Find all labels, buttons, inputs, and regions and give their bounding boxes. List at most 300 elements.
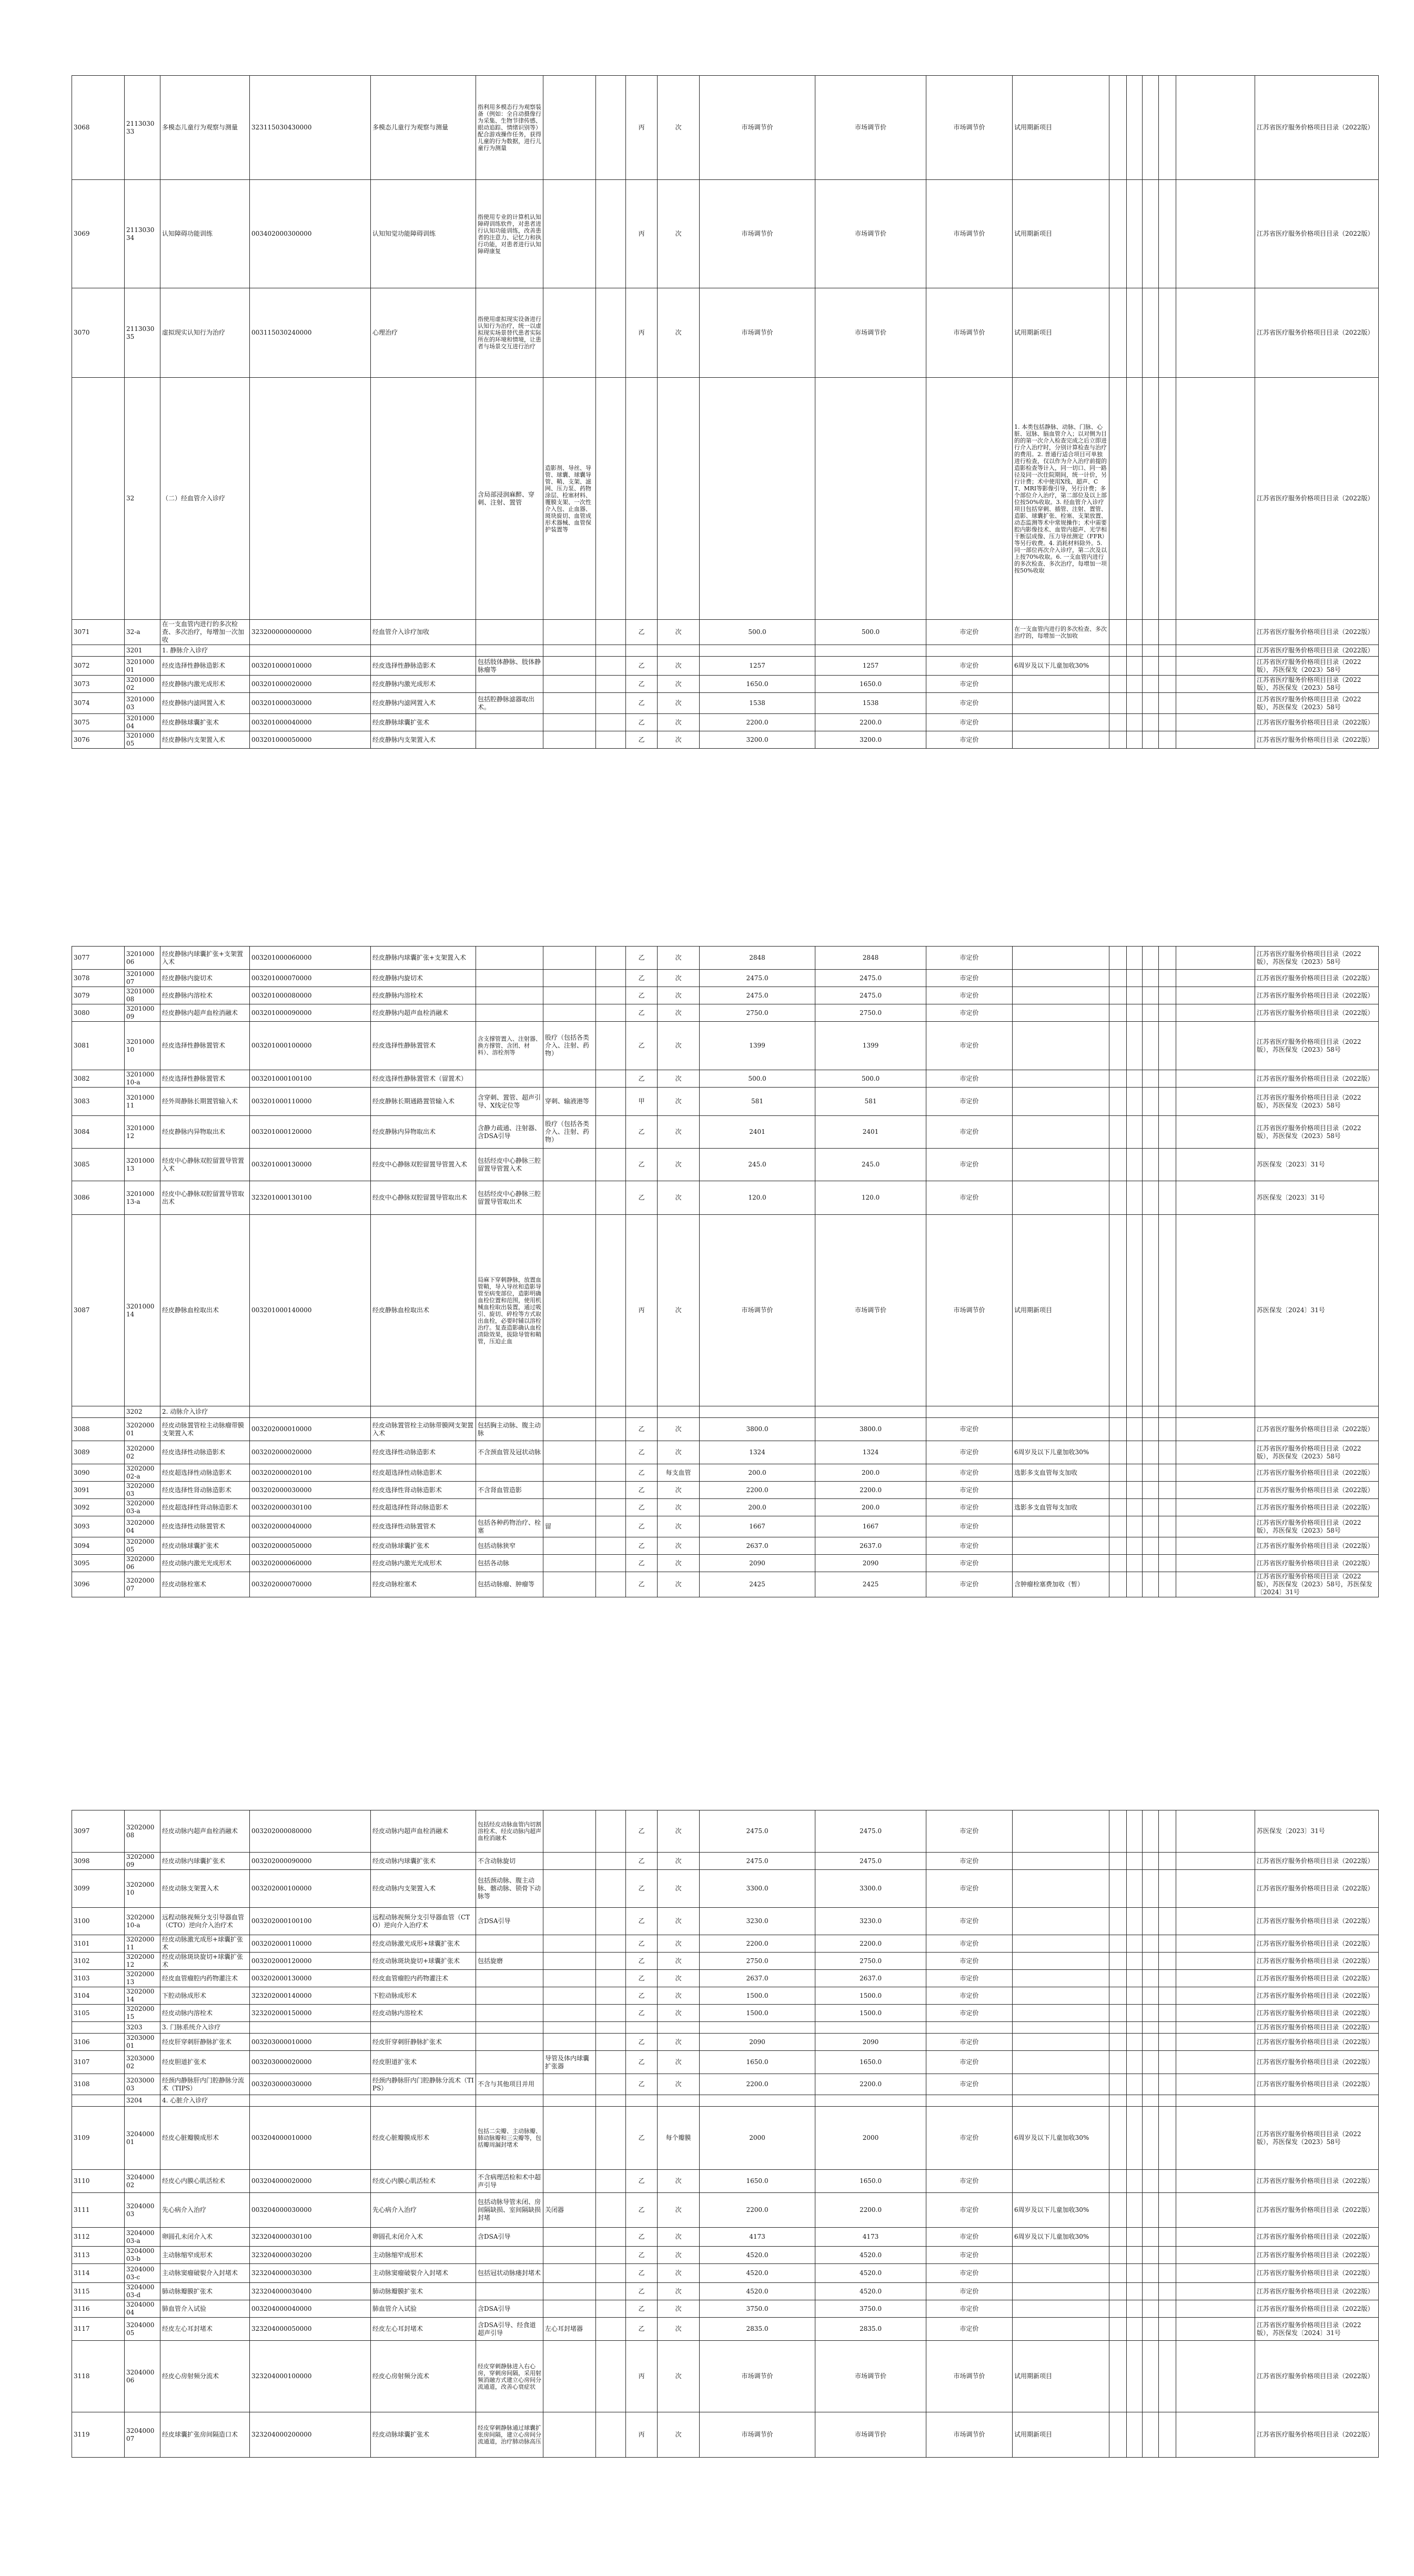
table-cell: 乙 [626, 987, 658, 1004]
table-cell [1109, 1537, 1127, 1555]
table-cell [1109, 645, 1127, 657]
table-cell: 包括颈动脉、腹主动脉、髂动脉、锁骨下动脉等 [476, 1870, 543, 1908]
table-cell: 乙 [626, 2051, 658, 2074]
table-cell [1143, 970, 1159, 987]
table-cell [1013, 1987, 1109, 2005]
table-cell: 江苏省医疗服务价格项目目录（2022版） [1255, 180, 1379, 288]
table-cell: 323204000030200 [250, 2247, 371, 2264]
table-cell [1159, 2005, 1176, 2022]
table-cell [596, 2034, 626, 2051]
table-cell [1176, 1810, 1255, 1853]
table-cell [1143, 1516, 1159, 1537]
table-cell [543, 1149, 596, 1181]
table-cell: 3230.0 [700, 1908, 815, 1935]
table-cell [1109, 693, 1127, 714]
table-cell [596, 1022, 626, 1070]
table-cell [1176, 1953, 1255, 1970]
table-cell: 经皮选择性静脉置管术 [371, 1022, 476, 1070]
table-cell: 2000 [700, 2107, 815, 2170]
table-cell: 乙 [626, 1004, 658, 1022]
table-cell [1176, 2005, 1255, 2022]
table-cell [1013, 1070, 1109, 1088]
table-cell [1176, 947, 1255, 970]
table-cell: 市场调节价 [815, 2412, 926, 2458]
table-cell: 次 [658, 2264, 700, 2283]
table-cell: 江苏省医疗服务价格项目目录（2022版） [1255, 2264, 1379, 2283]
table-cell [543, 2300, 596, 2318]
table-cell [1143, 1853, 1159, 1870]
table-cell: 市定价 [926, 1418, 1013, 1441]
table-cell [1143, 2228, 1159, 2247]
table-cell: 主动脉窦瘤破裂介入封堵术 [160, 2264, 250, 2283]
table-cell [1159, 1870, 1176, 1908]
table-cell: 320100013 [125, 1149, 160, 1181]
table-cell: 市定价 [926, 1181, 1013, 1215]
table-cell [1159, 676, 1176, 693]
table-cell [1013, 2300, 1109, 2318]
table-cell: 次 [658, 947, 700, 970]
table-cell: 3079 [72, 987, 125, 1004]
table-cell: 江苏省医疗服务价格项目目录（2022版），苏医保发（2023）58号 [1255, 1022, 1379, 1070]
table-cell [543, 2034, 596, 2051]
table-cell: 丙 [626, 180, 658, 288]
table-cell: 江苏省医疗服务价格项目目录（2022版） [1255, 1464, 1379, 1482]
table-cell [1109, 1572, 1127, 1597]
table-row [72, 1181, 1379, 1215]
table-cell: 3119 [72, 2412, 125, 2458]
table-cell [596, 1853, 626, 1870]
table-cell: 3750.0 [815, 2300, 926, 2318]
table-row [72, 2107, 1379, 2170]
table-cell: 003202000090000 [250, 1853, 371, 1870]
table-cell: 003202000020100 [250, 1464, 371, 1482]
table-cell [543, 1499, 596, 1516]
table-cell: 乙 [626, 1810, 658, 1853]
table-cell: 指使用虚拟现实设备进行认知行为治疗，统一以虚拟现实场景替代患者实际所在的环境和情境，让患者与场景交互进行治疗 [476, 288, 543, 378]
table-cell [626, 378, 658, 620]
table-cell [1159, 1555, 1176, 1572]
table-cell: 320100011 [125, 1088, 160, 1116]
table-cell [626, 1406, 658, 1418]
table-cell [596, 2074, 626, 2095]
table-cell [815, 2022, 926, 2034]
table-cell: 2090 [700, 1555, 815, 1572]
table-cell [1127, 1441, 1143, 1464]
table-cell: 323115030430000 [250, 76, 371, 180]
table-cell [250, 2095, 371, 2107]
table-cell: 3083 [72, 1088, 125, 1116]
table-cell [1176, 1572, 1255, 1597]
table-cell [476, 2283, 543, 2300]
table-cell: 乙 [626, 1935, 658, 1953]
table-cell: 经皮动脉球囊扩张术 [371, 1537, 476, 1555]
table-cell: 320200005 [125, 1537, 160, 1555]
table-cell: 次 [658, 1935, 700, 1953]
table-cell: 市定价 [926, 731, 1013, 749]
table-cell: 经皮中心静脉双腔留置导管取出术 [160, 1181, 250, 1215]
table-cell: 次 [658, 2283, 700, 2300]
table-cell: 市定价 [926, 1987, 1013, 2005]
table-cell: 市定价 [926, 987, 1013, 1004]
table-cell: 下腔动脉成形术 [160, 1987, 250, 2005]
table-row [72, 2247, 1379, 2264]
table-cell: 选影多支血管每支加收 [1013, 1499, 1109, 1516]
table-cell [1013, 714, 1109, 731]
table-cell [596, 714, 626, 731]
table-cell: 次 [658, 76, 700, 180]
table-cell: 不含动脉旋切 [476, 1853, 543, 1870]
table-cell: 乙 [626, 657, 658, 676]
table-cell [1127, 1810, 1143, 1853]
table-cell: 1257 [700, 657, 815, 676]
table-cell: 市定价 [926, 1482, 1013, 1499]
table-cell: 经皮静脉血栓取出术 [160, 1215, 250, 1406]
table-cell: 次 [658, 693, 700, 714]
table-cell: 3111 [72, 2193, 125, 2228]
table-cell: 江苏省医疗服务价格项目目录（2022版），苏医保发（2023）58号 [1255, 947, 1379, 970]
table-cell: 经皮动脉内超声血栓消融术 [160, 1810, 250, 1853]
table-cell: 乙 [626, 1853, 658, 1870]
table-cell: 不含肾血管造影 [476, 1482, 543, 1499]
table-cell [596, 2193, 626, 2228]
table-cell: 1399 [815, 1022, 926, 1070]
table-cell: 江苏省医疗服务价格项目目录（2022版） [1255, 1935, 1379, 1953]
table-cell: 1500.0 [815, 2005, 926, 2022]
table-cell: 经颈内静脉肝内门腔静脉分流术（TIPS） [371, 2074, 476, 2095]
table-row [72, 1215, 1379, 1406]
table-cell: 3085 [72, 1149, 125, 1181]
table-cell: 乙 [626, 1022, 658, 1070]
table-cell [1127, 1464, 1143, 1482]
table-cell: 经皮超选择性肾动脉造影术 [160, 1499, 250, 1516]
table-cell [543, 2005, 596, 2022]
price-table [72, 1810, 1379, 2458]
table-cell [596, 1482, 626, 1499]
table-cell [371, 378, 476, 620]
table-cell [1143, 2247, 1159, 2264]
table-cell: 2401 [815, 1116, 926, 1149]
table-cell: 卵圆孔未闭介入术 [371, 2228, 476, 2247]
table-cell [1127, 645, 1143, 657]
table-cell: 1324 [700, 1441, 815, 1464]
table-cell [700, 2022, 815, 2034]
table-cell: 经皮静脉内球囊扩张+支架置入术 [160, 947, 250, 970]
table-cell [1013, 2170, 1109, 2193]
table-cell [1176, 620, 1255, 645]
table-cell: 3091 [72, 1482, 125, 1499]
table-cell [1143, 2318, 1159, 2341]
table-cell: 江苏省医疗服务价格项目目录（2022版） [1255, 378, 1379, 620]
table-cell: 市定价 [926, 1853, 1013, 1870]
table-cell: 320100001 [125, 657, 160, 676]
table-cell: 乙 [626, 2318, 658, 2341]
table-cell [1127, 970, 1143, 987]
table-cell: 320300001 [125, 2034, 160, 2051]
table-cell [1127, 1004, 1143, 1022]
table-cell: 320400003-d [125, 2283, 160, 2300]
table-cell: 581 [700, 1088, 815, 1116]
table-cell [1109, 2005, 1127, 2022]
table-cell [476, 1935, 543, 1953]
table-cell: 肺动脉瓣膜扩张术 [371, 2283, 476, 2300]
table-cell [1127, 180, 1143, 288]
table-cell: 581 [815, 1088, 926, 1116]
table-cell: 320100004 [125, 714, 160, 731]
table-cell: 320400003-c [125, 2264, 160, 2283]
table-cell [700, 645, 815, 657]
table-cell: 3086 [72, 1181, 125, 1215]
table-cell [1127, 2034, 1143, 2051]
table-cell: 远程动脉视频分支引导器血管（CTO）逆向介入治疗术 [160, 1908, 250, 1935]
table-cell: 江苏省医疗服务价格项目目录（2022版） [1255, 288, 1379, 378]
table-cell: 2637.0 [815, 1970, 926, 1987]
table-row [72, 1810, 1379, 1853]
table-cell [1109, 2170, 1127, 2193]
table-cell [1176, 1987, 1255, 2005]
table-cell: 经皮中心静脉双腔留置导管置入术 [160, 1149, 250, 1181]
table-cell: 经皮血管瘤腔内药物灌注术 [160, 1970, 250, 1987]
table-cell [371, 2095, 476, 2107]
table-cell [1143, 1935, 1159, 1953]
table-cell [1159, 2283, 1176, 2300]
table-cell: 次 [658, 2412, 700, 2458]
table-cell: 320400004 [125, 2300, 160, 2318]
table-cell [1176, 987, 1255, 1004]
table-cell [1127, 1022, 1143, 1070]
table-cell [1013, 947, 1109, 970]
table-cell [1127, 2074, 1143, 2095]
table-cell: 003202000130000 [250, 1970, 371, 1987]
table-cell: 3230.0 [815, 1908, 926, 1935]
table-cell: 包括各动脉 [476, 1555, 543, 1572]
table-cell: 1667 [815, 1516, 926, 1537]
table-cell [543, 947, 596, 970]
table-cell: 2750.0 [700, 1953, 815, 1970]
table-cell: 3110 [72, 2170, 125, 2193]
table-cell [596, 1406, 626, 1418]
table-cell [1109, 2107, 1127, 2170]
table-cell: 320200003 [125, 1482, 160, 1499]
table-cell: 323202000150000 [250, 2005, 371, 2022]
table-cell: 003201000120000 [250, 1116, 371, 1149]
table-cell [1013, 970, 1109, 987]
table-cell: 3098 [72, 1853, 125, 1870]
table-cell: 3108 [72, 2074, 125, 2095]
table-cell [1159, 288, 1176, 378]
table-cell: 320200012 [125, 1953, 160, 1970]
table-cell [1159, 2264, 1176, 2283]
table-cell: 市场调节价 [815, 180, 926, 288]
table-cell: 乙 [626, 1953, 658, 1970]
table-cell: 1500.0 [815, 1987, 926, 2005]
table-cell: 次 [658, 1149, 700, 1181]
table-cell: 经皮球囊扩张房间隔造口术 [160, 2412, 250, 2458]
table-cell [1127, 288, 1143, 378]
table-cell: 试用期新项目 [1013, 288, 1109, 378]
table-cell: 次 [658, 1853, 700, 1870]
table-cell [1176, 378, 1255, 620]
table-cell [1109, 1987, 1127, 2005]
table-cell [596, 1935, 626, 1953]
table-cell: 经皮静脉内溶栓术 [371, 987, 476, 1004]
table-cell [1176, 2022, 1255, 2034]
table-cell: 2475.0 [815, 970, 926, 987]
table-cell: 320200013 [125, 1970, 160, 1987]
table-cell [250, 2022, 371, 2034]
table-cell: 市场调节价 [700, 1215, 815, 1406]
table-cell: 经皮静脉内支架置入术 [160, 731, 250, 749]
table-cell [543, 2228, 596, 2247]
table-cell [596, 1555, 626, 1572]
table-cell [1159, 1810, 1176, 1853]
table-cell [1159, 2228, 1176, 2247]
table-cell [250, 645, 371, 657]
table-cell: 江苏省医疗服务价格项目目录（2022版） [1255, 2034, 1379, 2051]
table-cell [926, 2095, 1013, 2107]
table-cell [1013, 1537, 1109, 1555]
table-cell: 320200002 [125, 1441, 160, 1464]
table-cell [1127, 1516, 1143, 1537]
table-cell [596, 2283, 626, 2300]
table-row [72, 1088, 1379, 1116]
table-cell [1127, 2247, 1143, 2264]
table-cell: 3116 [72, 2300, 125, 2318]
table-cell [543, 2412, 596, 2458]
table-cell [1143, 2264, 1159, 2283]
table-cell [543, 657, 596, 676]
table-cell: 6周岁及以下儿童加收30% [1013, 2228, 1109, 2247]
table-cell: 江苏省医疗服务价格项目目录（2022版），苏医保发（2023）58号，苏医保发〔2024〕31号 [1255, 1572, 1379, 1597]
table-cell: 2200.0 [815, 1482, 926, 1499]
table-cell [596, 1004, 626, 1022]
table-cell [596, 1116, 626, 1149]
table-cell: 市定价 [926, 970, 1013, 987]
table-cell [1255, 1406, 1379, 1418]
table-cell: 003202000120000 [250, 1953, 371, 1970]
table-cell [1109, 180, 1127, 288]
table-cell: 指利用多模态行为观察装备（例如：全自动摄像行为采集、生物节律传感、眼动追踪、情绪识别等）配合游戏操作任务，获得儿童的行为数据，进行儿童行为测量 [476, 76, 543, 180]
table-cell: 经皮动脉内激光光成形术 [371, 1555, 476, 1572]
table-cell [1127, 1116, 1143, 1149]
table-cell [1127, 76, 1143, 180]
table-cell [596, 1149, 626, 1181]
table-cell: 1650.0 [815, 2051, 926, 2074]
table-cell [1109, 987, 1127, 1004]
table-cell [1127, 676, 1143, 693]
table-row [72, 76, 1379, 180]
table-cell: 江苏省医疗服务价格项目目录（2022版），苏医保发（2023）58号 [1255, 1088, 1379, 1116]
table-cell: 3068 [72, 76, 125, 180]
table-cell: 320400002 [125, 2170, 160, 2193]
table-cell: 乙 [626, 2170, 658, 2193]
table-cell: 3202 [125, 1406, 160, 1418]
table-cell [596, 1810, 626, 1853]
table-cell [1143, 2107, 1159, 2170]
table-cell: 江苏省医疗服务价格项目目录（2022版），苏医保发（2023）58号 [1255, 676, 1379, 693]
table-cell: 市场调节价 [926, 2412, 1013, 2458]
table-cell [543, 1987, 596, 2005]
table-cell [926, 2022, 1013, 2034]
table-cell [1109, 1853, 1127, 1870]
table-cell [1109, 947, 1127, 970]
table-cell [596, 2318, 626, 2341]
table-cell: 003201000110000 [250, 1088, 371, 1116]
table-cell: 003203000030000 [250, 2074, 371, 2095]
table-cell [543, 731, 596, 749]
table-cell [1159, 2051, 1176, 2074]
table-cell [543, 2095, 596, 2107]
table-cell: 次 [658, 1908, 700, 1935]
table-cell: 6周岁及以下儿童加收30% [1013, 657, 1109, 676]
table-cell [596, 2095, 626, 2107]
table-cell: 003201000090000 [250, 1004, 371, 1022]
table-cell: 下腔动脉成形术 [371, 1987, 476, 2005]
table-cell [1176, 1181, 1255, 1215]
table-cell [1109, 2193, 1127, 2228]
table-cell: 江苏省医疗服务价格项目目录（2022版），苏医保发（2023）58号 [1255, 1516, 1379, 1537]
table-cell: 苏医保发〔2023〕31号 [1255, 1149, 1379, 1181]
table-row [72, 987, 1379, 1004]
table-cell [1127, 1970, 1143, 1987]
table-cell: 江苏省医疗服务价格项目目录（2022版） [1255, 1987, 1379, 2005]
table-cell: 次 [658, 288, 700, 378]
table-cell: 200.0 [700, 1499, 815, 1516]
table-cell: 经血管介入诊疗加收 [371, 620, 476, 645]
table-cell [1176, 970, 1255, 987]
table-cell [1109, 76, 1127, 180]
table-cell [1013, 1482, 1109, 1499]
table-row [72, 1516, 1379, 1537]
table-cell [1109, 1870, 1127, 1908]
table-cell: 2090 [700, 2034, 815, 2051]
table-cell: 市定价 [926, 1004, 1013, 1022]
table-cell: 江苏省医疗服务价格项目目录（2022版），苏医保发（2023）58号 [1255, 1116, 1379, 1149]
table-cell [1255, 2095, 1379, 2107]
table-cell: 远程动脉视频分支引导器血管（CTO）逆向介入治疗术 [371, 1908, 476, 1935]
table-cell [1127, 2228, 1143, 2247]
table-cell: 经皮静脉内支架置入术 [371, 731, 476, 749]
table-cell [1159, 987, 1176, 1004]
table-cell: 市场调节价 [926, 2341, 1013, 2412]
table-cell: 江苏省医疗服务价格项目目录（2022版），苏医保发（2023）58号 [1255, 657, 1379, 676]
table-cell [1127, 1853, 1143, 1870]
table-cell: 320100007 [125, 970, 160, 987]
table-cell: 市定价 [926, 1116, 1013, 1149]
table-cell: 003204000020000 [250, 2170, 371, 2193]
table-cell: 6周岁及以下儿童加收30% [1013, 1441, 1109, 1464]
table-cell: 1257 [815, 657, 926, 676]
table-cell: 次 [658, 2074, 700, 2095]
table-cell: 经皮心房射频分流术 [160, 2341, 250, 2412]
table-cell: 乙 [626, 1987, 658, 2005]
table-cell [1159, 731, 1176, 749]
table-cell: 003402000300000 [250, 180, 371, 288]
table-row [72, 1953, 1379, 1970]
table-cell [1109, 676, 1127, 693]
table-row [72, 1441, 1379, 1464]
table-cell: 003202000110000 [250, 1935, 371, 1953]
table-cell [596, 676, 626, 693]
table-cell: 3. 门脉系统介入诊疗 [160, 2022, 250, 2034]
table-cell: 江苏省医疗服务价格项目目录（2022版） [1255, 1555, 1379, 1572]
table-cell: 试用期新项目 [1013, 2412, 1109, 2458]
table-cell: 江苏省医疗服务价格项目目录（2022版） [1255, 2247, 1379, 2264]
table-cell: 003204000010000 [250, 2107, 371, 2170]
table-cell: 市定价 [926, 1908, 1013, 1935]
table-cell: 经皮静脉内超声血栓消融术 [160, 1004, 250, 1022]
table-cell: 2200.0 [700, 1482, 815, 1499]
table-cell: 江苏省医疗服务价格项目目录（2022版） [1255, 731, 1379, 749]
